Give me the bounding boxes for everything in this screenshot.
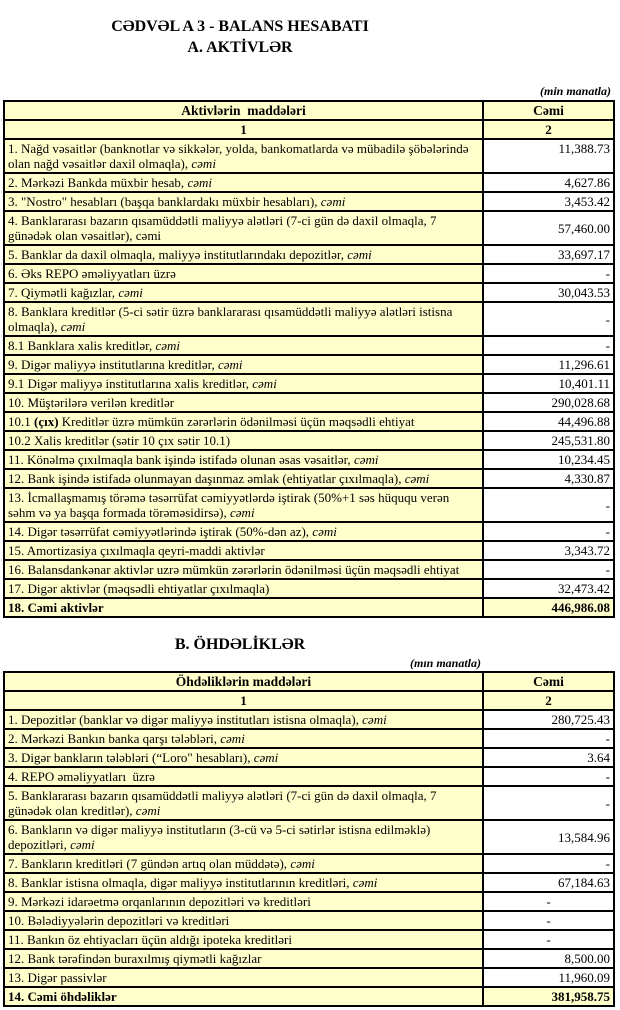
table-row bbox=[4, 710, 614, 729]
row-label-text: 14. Cəmi öhdəliklər bbox=[8, 989, 117, 1004]
row-label-text: 1. Depozitlər (banklar və digər maliyyə institutları istisna olmaqla), bbox=[8, 712, 363, 727]
row-label-text: cəmi bbox=[320, 194, 346, 209]
row-value: 4,627.86 bbox=[483, 173, 614, 192]
table-row bbox=[4, 336, 614, 355]
row-label bbox=[4, 412, 483, 431]
row-label-text: 6. Bankların və digər maliyyə institutların (3-cü və 5-ci sətirlər istisna edilməklə) depozitləri, bbox=[8, 822, 434, 852]
liabilities-table-head bbox=[4, 672, 614, 710]
table-row bbox=[4, 820, 614, 854]
row-label-text: 13. Digər passivlər bbox=[8, 970, 107, 985]
row-label bbox=[4, 767, 483, 786]
table-row bbox=[4, 412, 614, 431]
row-label bbox=[4, 192, 483, 211]
row-value: 44,496.88 bbox=[483, 412, 614, 431]
table-row bbox=[4, 579, 614, 598]
row-label bbox=[4, 336, 483, 355]
row-label-text: 7. Qiymətli kağızlar, bbox=[8, 285, 119, 300]
row-label-text: 10. Müştərilərə verilən kreditlər bbox=[8, 395, 175, 410]
row-label-text: 1. Nağd vəsaitlər (banknotlar və sikkələr, yolda, bankomatlarda və mübadilə şöbələrində olan nağd vəsaitlər daxil olmaqla), bbox=[8, 141, 472, 171]
table-row bbox=[4, 911, 614, 930]
row-label-text: cəmi bbox=[404, 471, 430, 486]
row-label bbox=[4, 748, 483, 767]
row-label-text: 2. Mərkəzi Bankda müxbir hesab, bbox=[8, 175, 188, 190]
row-value: 446,986.08 bbox=[483, 598, 614, 617]
assets-table bbox=[3, 100, 615, 618]
row-value: - bbox=[483, 892, 614, 911]
row-value: 381,958.75 bbox=[483, 987, 614, 1006]
row-label-text: 3. Digər bankların tələbləri (“Loro" hesabları), bbox=[8, 750, 254, 765]
row-label-text: cəmi bbox=[220, 731, 245, 746]
row-value: 4,330.87 bbox=[483, 469, 614, 488]
liabilities-col1-number: 1 bbox=[4, 691, 483, 710]
liabilities-items-column-header: Öhdəliklərin maddələri bbox=[4, 672, 483, 691]
row-label bbox=[4, 245, 483, 264]
row-label bbox=[4, 522, 483, 541]
row-label bbox=[4, 139, 483, 173]
table-row bbox=[4, 355, 614, 374]
row-label-text: cəmi bbox=[290, 856, 315, 871]
row-label-text: Kreditlər üzrə mümkün zərərlərin ödənilməsi üçün məqsədli ehtiyat bbox=[58, 414, 415, 429]
table-row bbox=[4, 786, 614, 820]
row-label bbox=[4, 431, 483, 450]
liabilities-table bbox=[3, 671, 615, 1007]
table-row bbox=[4, 560, 614, 579]
section-a-title: A. AKTİVLƏR bbox=[187, 39, 293, 56]
row-label bbox=[4, 579, 483, 598]
row-label bbox=[4, 469, 483, 488]
row-label-text: 15. Amortizasiya çıxılmaqla qeyri-maddi aktivlər bbox=[8, 543, 265, 558]
row-label-text: 2. Mərkəzi Bankın banka qarşı tələbləri, bbox=[8, 731, 221, 746]
assets-col2-number: 2 bbox=[483, 120, 614, 139]
table-row bbox=[4, 173, 614, 192]
assets-total-column-header: Cəmi bbox=[483, 101, 614, 120]
row-label-text: cəmi bbox=[252, 376, 277, 391]
row-value: 290,028.68 bbox=[483, 393, 614, 412]
row-label-text: cəmi bbox=[312, 524, 337, 539]
row-label bbox=[4, 488, 483, 522]
row-label bbox=[4, 949, 483, 968]
table-row bbox=[4, 469, 614, 488]
row-value: 13,584.96 bbox=[483, 820, 614, 854]
row-label-text: cəmi bbox=[70, 837, 95, 852]
row-label-text: 10.1 bbox=[8, 414, 34, 429]
table-row bbox=[4, 949, 614, 968]
row-label-text: cəmi bbox=[187, 175, 212, 190]
row-value: 3,453.42 bbox=[483, 192, 614, 211]
row-label bbox=[4, 987, 483, 1006]
row-label-text: 6. Əks REPO əməliyyatları üzrə bbox=[8, 266, 176, 281]
assets-column-number-row bbox=[4, 120, 614, 139]
row-value: 245,531.80 bbox=[483, 431, 614, 450]
table-row bbox=[4, 283, 614, 302]
row-value: - bbox=[483, 488, 614, 522]
table-row bbox=[4, 968, 614, 987]
row-label-text: 8. Banklar istisna olmaqla, digər maliyyə institutlarının kreditləri, bbox=[8, 875, 353, 890]
row-label-text: 9. Digər maliyyə institutlarına kreditlər, bbox=[8, 357, 218, 372]
liabilities-header-row bbox=[4, 672, 614, 691]
assets-header-row bbox=[4, 101, 614, 120]
row-value: 67,184.63 bbox=[483, 873, 614, 892]
row-value: 8,500.00 bbox=[483, 949, 614, 968]
row-label bbox=[4, 892, 483, 911]
row-label bbox=[4, 283, 483, 302]
page-title bbox=[0, 16, 480, 58]
table-row bbox=[4, 854, 614, 873]
row-label-text: 10. Bələdiyyələrin depozitləri və kreditləri bbox=[8, 913, 230, 928]
row-label-text: 11. Bankın öz ehtiyacları üçün aldığı ipoteka kreditləri bbox=[8, 932, 292, 947]
row-label-text: 12. Bank tərəfindən buraxılmış qiymətli kağızlar bbox=[8, 951, 262, 966]
assets-col1-number: 1 bbox=[4, 120, 483, 139]
row-label bbox=[4, 393, 483, 412]
row-value: 33,697.17 bbox=[483, 245, 614, 264]
row-value: - bbox=[483, 264, 614, 283]
row-label bbox=[4, 854, 483, 873]
row-value: - bbox=[483, 911, 614, 930]
table-row bbox=[4, 245, 614, 264]
row-label-text: cəmi bbox=[135, 803, 161, 818]
row-label bbox=[4, 786, 483, 820]
liabilities-total-column-header: Cəmi bbox=[483, 672, 614, 691]
row-label-text: 4. REPO əməliyyatları üzrə bbox=[8, 769, 155, 784]
row-value: 11,960.09 bbox=[483, 968, 614, 987]
row-label-text: 18. Cəmi aktivlər bbox=[8, 600, 104, 615]
row-label-text: 14. Digər təsərrüfat cəmiyyətlərində iştirak (50%-dən az), bbox=[8, 524, 313, 539]
assets-unit-note: (min manatla) bbox=[539, 84, 611, 98]
row-value: 10,234.45 bbox=[483, 450, 614, 469]
table-row bbox=[4, 450, 614, 469]
total-row bbox=[4, 598, 614, 617]
row-label-text: cəmi bbox=[362, 712, 387, 727]
table-row bbox=[4, 767, 614, 786]
row-label-text: 7. Bankların kreditləri (7 gündən artıq olan müddətə), bbox=[8, 856, 291, 871]
row-label bbox=[4, 930, 483, 949]
row-label-text: cəmi bbox=[253, 750, 279, 765]
row-label bbox=[4, 873, 483, 892]
row-label bbox=[4, 173, 483, 192]
row-label bbox=[4, 302, 483, 336]
row-label bbox=[4, 560, 483, 579]
row-label bbox=[4, 968, 483, 987]
liabilities-column-number-row bbox=[4, 691, 614, 710]
table-row bbox=[4, 873, 614, 892]
liabilities-unit-note: (mın manatla) bbox=[409, 656, 481, 670]
row-value: - bbox=[483, 767, 614, 786]
row-value: 3.64 bbox=[483, 748, 614, 767]
row-label-text: 9.1 Digər maliyyə institutlarına xalis kreditlər, bbox=[8, 376, 253, 391]
row-label-text: cəmi bbox=[230, 505, 255, 520]
row-label-text: cəmi bbox=[155, 338, 181, 353]
table-row bbox=[4, 541, 614, 560]
row-label-text: cəmi bbox=[353, 452, 379, 467]
assets-table-head bbox=[4, 101, 614, 139]
row-label-text: 8. Banklara kreditlər (5-ci sətir üzrə banklararası qısamüddətli maliyyə alətləri istisna olmaqla), bbox=[8, 304, 456, 334]
row-value: 280,725.43 bbox=[483, 710, 614, 729]
liabilities-col2-number: 2 bbox=[483, 691, 614, 710]
row-label bbox=[4, 355, 483, 374]
row-value: 30,043.53 bbox=[483, 283, 614, 302]
table-row bbox=[4, 139, 614, 173]
table-row bbox=[4, 374, 614, 393]
table-row bbox=[4, 302, 614, 336]
row-value: - bbox=[483, 336, 614, 355]
row-label-text: cəmi bbox=[352, 875, 378, 890]
row-label bbox=[4, 729, 483, 748]
table-row bbox=[4, 748, 614, 767]
row-label bbox=[4, 710, 483, 729]
row-value: 10,401.11 bbox=[483, 374, 614, 393]
row-label-text: 9. Mərkəzi idarəetmə orqanlarının depozitləri və kreditləri bbox=[8, 894, 311, 909]
row-value: 32,473.42 bbox=[483, 579, 614, 598]
row-label-text: 13. İcmallaşmamış törəmə təsərrüfat cəmiyyətlərdə iştirak (50%+1 səs hüququ verən səhm və ya başqa formada törəməsidirsə), bbox=[8, 490, 453, 520]
row-label-text: 12. Bank işində istifadə olunmayan daşınmaz əmlak (ehtiyatlar çıxılmaqla), bbox=[8, 471, 405, 486]
row-label-text: cəmi bbox=[60, 319, 86, 334]
table-row bbox=[4, 264, 614, 283]
row-label-text: 5. Banklar da daxil olmaqla, maliyyə institutlarındakı depozitlər, bbox=[8, 247, 348, 262]
table-row bbox=[4, 930, 614, 949]
row-label-text: cəmi bbox=[118, 285, 143, 300]
row-value: 57,460.00 bbox=[483, 211, 614, 245]
section-b-title: B. ÖHDƏLİKLƏR bbox=[174, 636, 306, 653]
row-label-text: cəmi bbox=[191, 156, 216, 171]
table-row bbox=[4, 522, 614, 541]
row-label bbox=[4, 264, 483, 283]
row-label-text: cəmi bbox=[217, 357, 243, 372]
row-label-text: 5. Banklararası bazarın qısamüddətli maliyyə alətləri (7-ci gün də daxil olmaqla, 7 günədək olan kreditlər), bbox=[8, 788, 440, 818]
table-row bbox=[4, 211, 614, 245]
row-label bbox=[4, 541, 483, 560]
row-label bbox=[4, 374, 483, 393]
row-value: - bbox=[483, 786, 614, 820]
row-value: - bbox=[483, 729, 614, 748]
row-label-text: 16. Balansdankənar aktivlər uzrə mümkün zərərlərin ödənilməsi üçün məqsədli ehtiyat bbox=[8, 562, 460, 577]
total-row bbox=[4, 987, 614, 1006]
row-label-text: 11. Könəlmə çıxılmaqla bank işində istifadə olunan əsas vəsaitlər, bbox=[8, 452, 354, 467]
row-value: - bbox=[483, 302, 614, 336]
page-title-line1: CƏDVƏL A 3 - BALANS HESABATI bbox=[111, 18, 369, 35]
row-label bbox=[4, 820, 483, 854]
row-value: 3,343.72 bbox=[483, 541, 614, 560]
table-row bbox=[4, 892, 614, 911]
table-row bbox=[4, 431, 614, 450]
row-label-text: 3. "Nostro" hesabları (başqa banklardakı müxbir hesabları), bbox=[8, 194, 321, 209]
row-value: - bbox=[483, 930, 614, 949]
row-value: 11,296.61 bbox=[483, 355, 614, 374]
row-label bbox=[4, 450, 483, 469]
row-label-text: 10.2 Xalis kreditlər (sətir 10 çıx sətir 10.1) bbox=[8, 433, 231, 448]
row-label-text: 8.1 Banklara xalis kreditlər, bbox=[8, 338, 156, 353]
table-row bbox=[4, 192, 614, 211]
row-label bbox=[4, 598, 483, 617]
row-label bbox=[4, 211, 483, 245]
liabilities-table-body bbox=[4, 710, 614, 1006]
assets-items-column-header: Aktivlərin maddələri bbox=[4, 101, 483, 120]
row-label-text: 4. Banklararası bazarın qısamüddətli maliyyə alətləri (7-ci gün də daxil olmaqla, 7 günədək olan vəsaitlər), cəmi bbox=[8, 213, 440, 243]
row-label-text: cəmi bbox=[347, 247, 372, 262]
table-row bbox=[4, 393, 614, 412]
row-label bbox=[4, 911, 483, 930]
row-value: 11,388.73 bbox=[483, 139, 614, 173]
table-row bbox=[4, 729, 614, 748]
row-value: - bbox=[483, 522, 614, 541]
row-label-text: 17. Digər aktivlər (məqsədli ehtiyatlar çıxılmaqla) bbox=[8, 581, 270, 596]
assets-table-body bbox=[4, 139, 614, 617]
row-label-text: (çıx) bbox=[34, 414, 59, 429]
row-value: - bbox=[483, 560, 614, 579]
row-value: - bbox=[483, 854, 614, 873]
table-row bbox=[4, 488, 614, 522]
